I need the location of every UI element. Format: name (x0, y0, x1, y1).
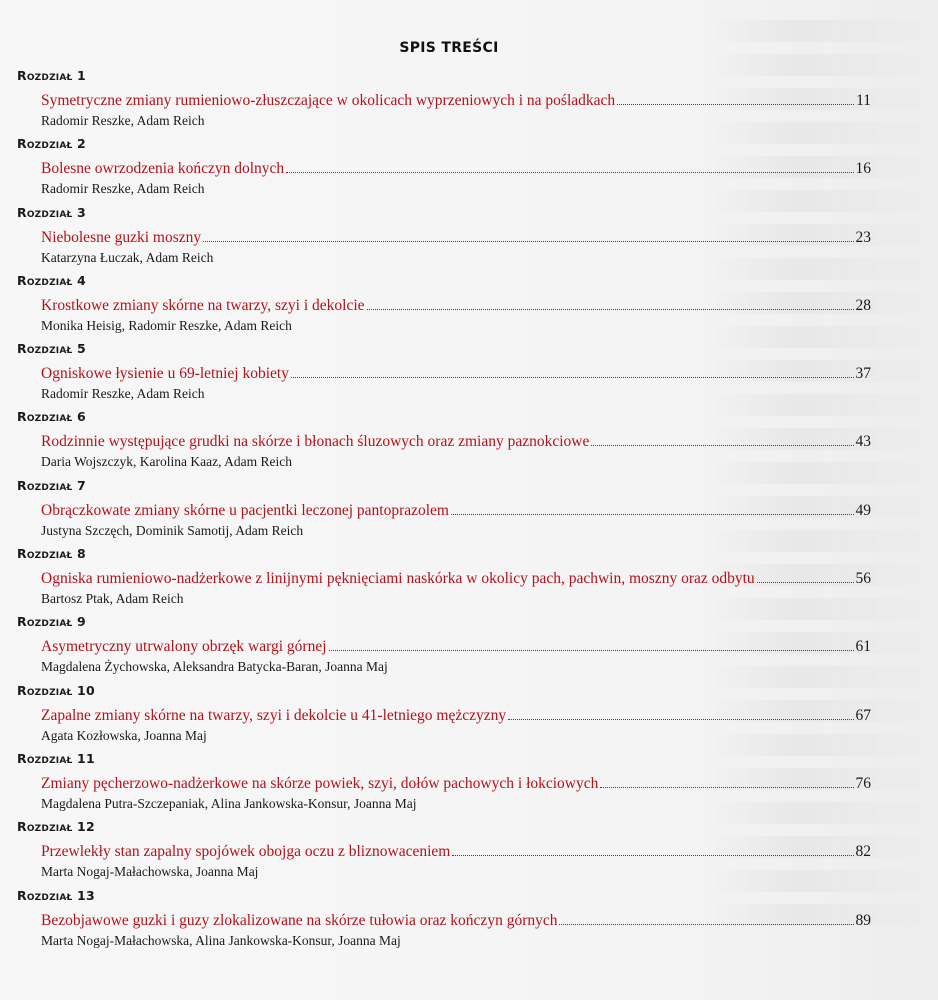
chapter-label: Rozdział 13 (17, 887, 95, 903)
chapter-authors: Radomir Reszke, Adam Reich (41, 113, 205, 128)
dot-leader (203, 241, 853, 242)
toc-chapter (17, 67, 877, 135)
toc-entry-link[interactable] (41, 92, 871, 110)
chapter-label: Rozdział 9 (17, 614, 86, 630)
toc-chapter (17, 340, 877, 408)
page-number: 67 (855, 706, 871, 724)
dot-leader (600, 787, 853, 788)
page-number: 82 (855, 843, 871, 861)
page-number: 43 (855, 433, 871, 451)
chapter-title: Krostkowe zmiany skórne na twarzy, szyi i dekolcie (41, 296, 365, 314)
chapter-authors: Agata Kozłowska, Joanna Maj (41, 727, 207, 743)
chapter-title: Bezobjawowe guzki i guzy zlokalizowane na skórze tułowia oraz kończyn górnych (41, 911, 558, 929)
page-number: 16 (855, 160, 871, 178)
chapter-authors: Monika Heisig, Radomir Reszke, Adam Reich (41, 317, 292, 333)
page-number: 76 (855, 774, 871, 792)
chapter-label: Rozdział 10 (17, 682, 95, 698)
page-number: 23 (855, 228, 871, 246)
chapter-label: Rozdział 3 (17, 204, 86, 220)
chapter-title: Bolesne owrzodzenia kończyn dolnych (41, 160, 285, 178)
page-number: 37 (855, 365, 871, 383)
chapter-label: Rozdział 7 (17, 477, 86, 493)
page-number: 11 (856, 92, 871, 109)
toc-chapter (17, 135, 877, 203)
chapter-authors: Bartosz Ptak, Adam Reich (41, 591, 184, 607)
chapter-label: Rozdział 6 (17, 409, 86, 425)
toc-chapter (17, 204, 877, 272)
chapter-authors: Daria Wojszczyk, Karolina Kaaz, Adam Reich (41, 454, 292, 470)
chapter-label: Rozdział 12 (17, 819, 95, 835)
dot-leader (452, 855, 853, 856)
toc-entry-link[interactable] (41, 638, 871, 656)
chapter-title: Symetryczne zmiany rumieniowo-złuszczające w okolicach wyprzeniowych i na pośladkach (41, 92, 616, 109)
chapter-title: Przewlekły stan zapalny spojówek obojga oczu z bliznowaceniem (41, 843, 451, 861)
dot-leader (329, 650, 854, 651)
chapter-authors: Radomir Reszke, Adam Reich (41, 181, 205, 197)
chapter-authors: Radomir Reszke, Adam Reich (41, 386, 205, 402)
toc-entry-link[interactable] (41, 297, 871, 315)
dot-leader (286, 172, 853, 173)
toc-entry-link[interactable] (41, 912, 871, 930)
dot-leader (617, 104, 854, 105)
chapter-label: Rozdział 2 (17, 136, 86, 152)
toc-entry-link[interactable] (41, 365, 871, 383)
page-number: 61 (855, 638, 871, 656)
chapter-authors: Katarzyna Łuczak, Adam Reich (41, 249, 214, 265)
page-title: SPIS TREŚCI (399, 40, 499, 56)
dot-leader (508, 719, 853, 720)
chapter-title: Ogniska rumieniowo-nadżerkowe z linijnymi pęknięciami naskórka w okolicy pach, pachwin, moszny oraz odbytu (41, 570, 755, 588)
chapter-title: Asymetryczny utrwalony obrzęk wargi górnej (41, 638, 327, 656)
chapter-authors: Magdalena Putra-Szczepaniak, Alina Jankowska-Konsur, Joanna Maj (41, 795, 417, 811)
page-number: 28 (855, 296, 871, 314)
toc-chapter (17, 887, 877, 955)
chapter-title: Niebolesne guzki moszny (41, 228, 202, 246)
chapter-label: Rozdział 4 (17, 272, 86, 288)
chapter-label: Rozdział 8 (17, 546, 86, 562)
chapter-title: Rodzinnie występujące grudki na skórze i błonach śluzowych oraz zmiany paznokciowe (41, 433, 590, 451)
chapter-title: Obrączkowate zmiany skórne u pacjentki leczonej pantoprazolem (41, 501, 449, 519)
toc-chapter (17, 613, 877, 681)
toc-entry-link[interactable] (41, 502, 871, 520)
toc-chapter (17, 750, 877, 818)
dot-leader (559, 924, 853, 925)
chapter-authors: Magdalena Żychowska, Aleksandra Batycka-Baran, Joanna Maj (41, 659, 388, 675)
dot-leader (757, 582, 854, 583)
dot-leader (451, 514, 854, 515)
toc-chapter (17, 545, 877, 613)
chapter-title: Zmiany pęcherzowo-nadżerkowe na skórze powiek, szyi, dołów pachowych i łokciowych (41, 774, 599, 792)
toc-entry-link[interactable] (41, 160, 871, 178)
toc-entry-link[interactable] (41, 229, 871, 247)
toc-chapter (17, 682, 877, 750)
chapter-title: Zapalne zmiany skórne na twarzy, szyi i dekolcie u 41-letniego mężczyzny (41, 706, 507, 724)
dot-leader (291, 377, 854, 378)
dot-leader (591, 445, 853, 446)
chapter-label: Rozdział 11 (17, 750, 95, 766)
page-number: 56 (855, 570, 871, 588)
table-of-contents (17, 67, 877, 955)
toc-entry-link[interactable] (41, 570, 871, 588)
dot-leader (367, 309, 854, 310)
chapter-title: Ogniskowe łysienie u 69-letniej kobiety (41, 365, 289, 383)
toc-entry-link[interactable] (41, 775, 871, 793)
toc-entry-link[interactable] (41, 843, 871, 861)
chapter-authors: Justyna Szczęch, Dominik Samotij, Adam Reich (41, 522, 304, 538)
toc-chapter (17, 272, 877, 340)
toc-chapter (17, 818, 877, 886)
toc-entry-link[interactable] (41, 433, 871, 451)
toc-entry-link[interactable] (41, 707, 871, 725)
toc-chapter (17, 408, 877, 476)
chapter-label: Rozdział 5 (17, 341, 86, 357)
toc-chapter (17, 477, 877, 545)
chapter-label: Rozdział 1 (17, 68, 86, 83)
chapter-authors: Marta Nogaj-Małachowska, Joanna Maj (41, 864, 259, 880)
page-number: 49 (855, 501, 871, 519)
page-number: 89 (855, 911, 871, 929)
chapter-authors: Marta Nogaj-Małachowska, Alina Jankowska-Konsur, Joanna Maj (41, 932, 401, 948)
